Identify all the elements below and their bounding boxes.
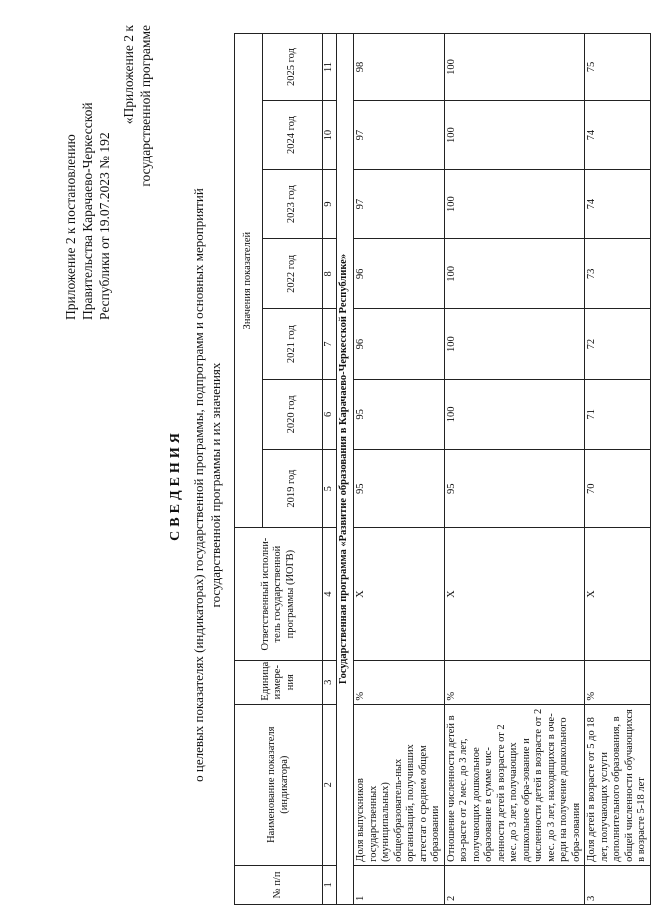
appendix-line: государственной программе bbox=[138, 25, 153, 187]
indicators-table bbox=[234, 33, 651, 905]
table-row bbox=[444, 34, 585, 905]
value-cell: 95 bbox=[354, 379, 445, 449]
indicator-name: Доля детей в возрасте от 5 до 18 лет, получающих услуги дополнительного образования, в общей численности обучающихся в возрасте 5-18 лет bbox=[585, 704, 651, 865]
program-title: Государственная программа «Развитие образования в Карачаево-Черкесской Республике» bbox=[337, 34, 354, 905]
value-cell: 100 bbox=[444, 34, 585, 101]
subtitle-line: государственной программы и их значениях bbox=[208, 362, 223, 608]
value-cell: 96 bbox=[354, 309, 445, 379]
col-header-year: 2020 год bbox=[263, 379, 323, 449]
col-header-year: 2023 год bbox=[263, 170, 323, 239]
decree-line: Республики от 19.07.2023 № 192 bbox=[97, 132, 112, 320]
column-number: 1 bbox=[323, 865, 337, 904]
value-cell: 100 bbox=[444, 239, 585, 309]
appendix-reference bbox=[120, 25, 154, 205]
value-cell: 74 bbox=[585, 170, 651, 239]
col-header-name: Наименование показателя (индикатора) bbox=[235, 704, 323, 865]
appendix-line: «Приложение 2 к bbox=[121, 25, 136, 125]
column-number: 6 bbox=[323, 379, 337, 449]
col-header-executor: Ответственный исполни-тель государственной программы (ИОГВ) bbox=[235, 528, 323, 660]
decree-line: Приложение 2 к постановлению bbox=[63, 134, 78, 320]
value-cell: 100 bbox=[444, 101, 585, 170]
column-number: 2 bbox=[323, 704, 337, 865]
unit-cell: % bbox=[354, 660, 445, 704]
value-cell: 100 bbox=[444, 379, 585, 449]
value-cell: 98 bbox=[354, 34, 445, 101]
indicator-name: Доля выпускников государственных (муниципальных) общеобразователь-ных организаций, получивших аттестат о среднем общем образовании bbox=[354, 704, 445, 865]
column-number: 7 bbox=[323, 309, 337, 379]
document-title: СВЕДЕНИЯ bbox=[168, 429, 183, 541]
value-cell: 97 bbox=[354, 101, 445, 170]
column-number: 3 bbox=[323, 660, 337, 704]
unit-cell: % bbox=[585, 660, 651, 704]
col-header-values-group: Значения показателей bbox=[235, 34, 263, 528]
table-row bbox=[585, 34, 651, 905]
column-number: 9 bbox=[323, 170, 337, 239]
value-cell: 96 bbox=[354, 239, 445, 309]
value-cell: 72 bbox=[585, 309, 651, 379]
value-cell: 73 bbox=[585, 239, 651, 309]
col-header-num: № п/п bbox=[235, 865, 323, 904]
decree-reference bbox=[62, 20, 113, 320]
table-row bbox=[354, 34, 445, 905]
col-header-year: 2022 год bbox=[263, 239, 323, 309]
row-number: 1 bbox=[354, 865, 445, 904]
value-cell: 100 bbox=[444, 170, 585, 239]
column-number: 11 bbox=[323, 34, 337, 101]
decree-line: Правительства Карачаево-Черкесской bbox=[80, 102, 95, 320]
value-cell: 100 bbox=[444, 309, 585, 379]
executor-cell: Х bbox=[444, 528, 585, 660]
unit-cell: % bbox=[444, 660, 585, 704]
executor-cell: Х bbox=[585, 528, 651, 660]
program-title-row bbox=[337, 34, 354, 905]
executor-cell: Х bbox=[354, 528, 445, 660]
header-row bbox=[235, 34, 263, 905]
column-numbers-row bbox=[323, 34, 337, 905]
value-cell: 74 bbox=[585, 101, 651, 170]
value-cell: 70 bbox=[585, 450, 651, 528]
column-number: 8 bbox=[323, 239, 337, 309]
col-header-year: 2024 год bbox=[263, 101, 323, 170]
value-cell: 97 bbox=[354, 170, 445, 239]
column-number: 4 bbox=[323, 528, 337, 660]
document-subtitle bbox=[190, 145, 224, 825]
column-number: 10 bbox=[323, 101, 337, 170]
column-number: 5 bbox=[323, 450, 337, 528]
subtitle-line: о целевых показателях (индикаторах) государственной программы, подпрограмм и основных мероприятий bbox=[191, 188, 206, 782]
col-header-year: 2025 год bbox=[263, 34, 323, 101]
value-cell: 95 bbox=[444, 450, 585, 528]
row-number: 3 bbox=[585, 865, 651, 904]
value-cell: 95 bbox=[354, 450, 445, 528]
value-cell: 75 bbox=[585, 34, 651, 101]
col-header-unit: Единица измере-ния bbox=[235, 660, 323, 704]
col-header-year: 2021 год bbox=[263, 309, 323, 379]
indicator-name: Отношение численности детей в воз-расте от 2 мес. до 3 лет, получающих дошкольное образование в сумме чис-ленности детей в возрасте от 2 мес. до 3 лет, получающих дошкольное обра-зование и численности детей в возрасте от 2 мес. до 3 лет, находящихся в оче-реди на получение дошкольного обра-зования bbox=[444, 704, 585, 865]
row-number: 2 bbox=[444, 865, 585, 904]
value-cell: 71 bbox=[585, 379, 651, 449]
col-header-year: 2019 год bbox=[263, 450, 323, 528]
